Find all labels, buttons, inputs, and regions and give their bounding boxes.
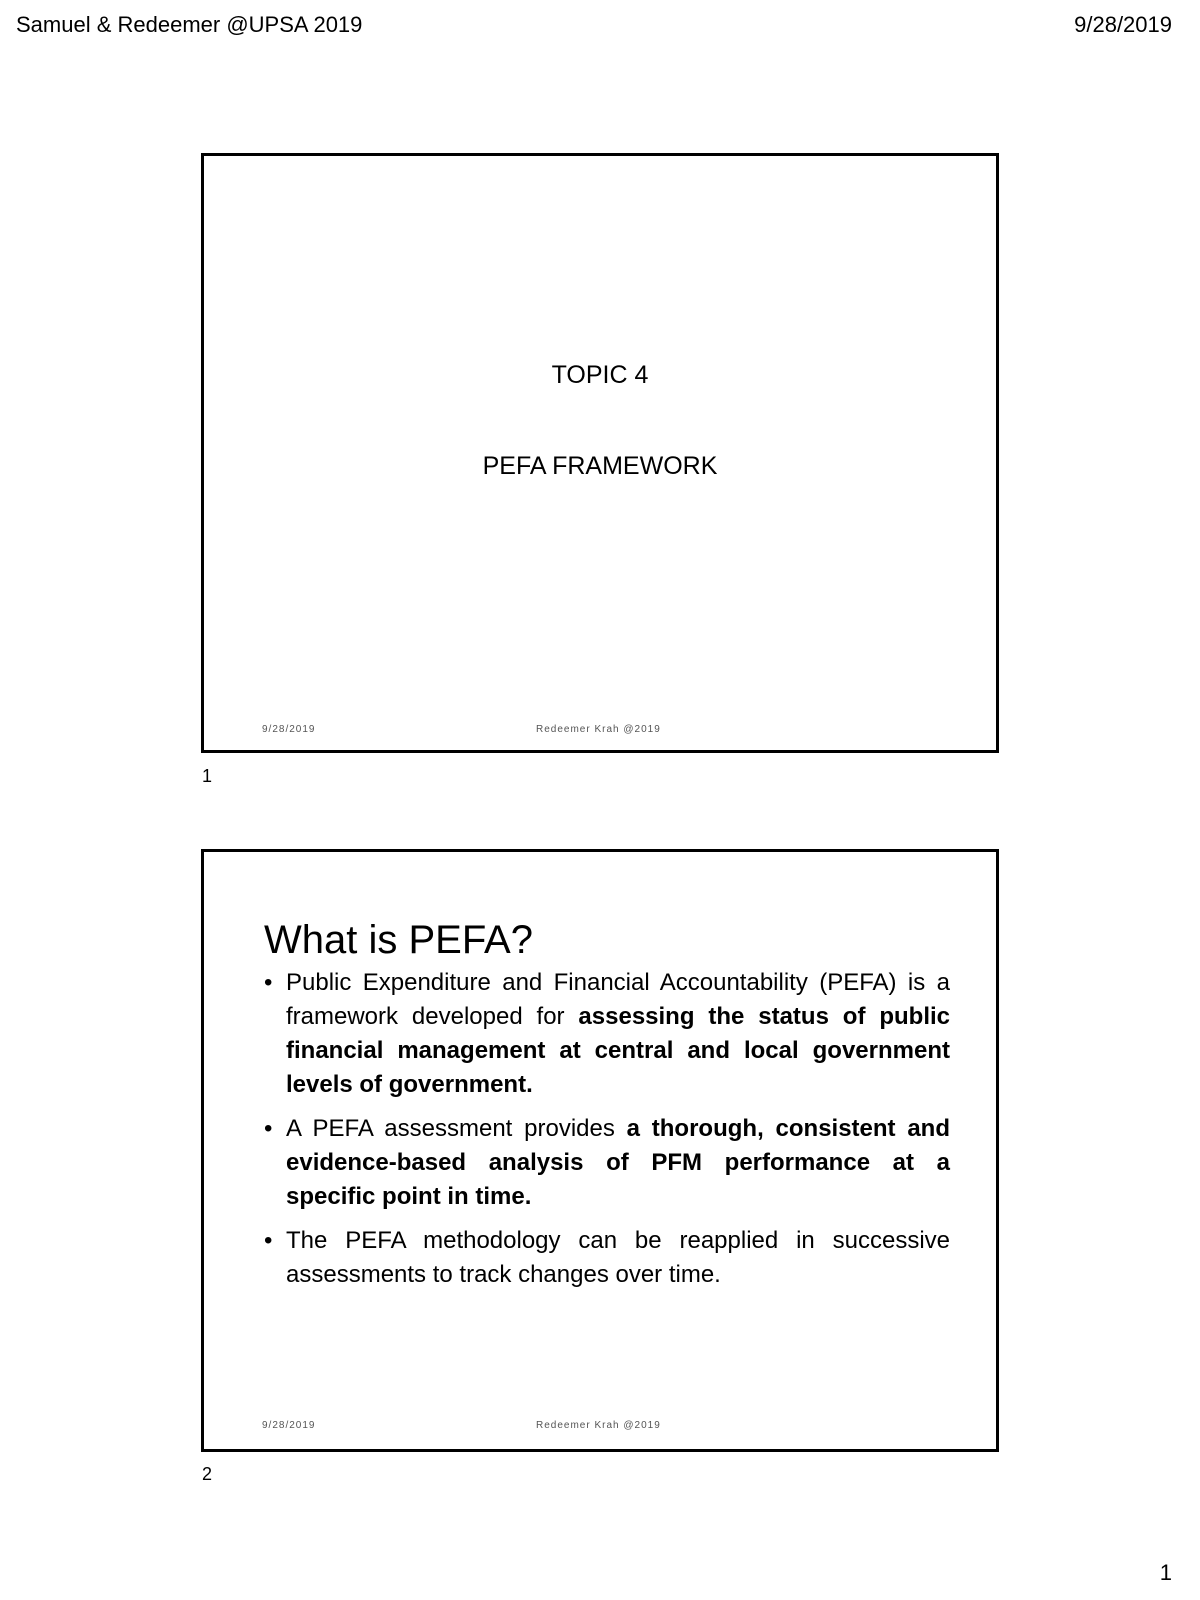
bullet-icon: • (264, 1115, 273, 1142)
slide-number: 2 (202, 1464, 213, 1484)
bullet-text-bold: assessing the status of public financial management at central and local government levels of government. (286, 1003, 951, 1098)
slide-footer-credit: Redeemer Krah @2019 (536, 724, 661, 735)
slide-footer-date: 9/28/2019 (262, 1420, 316, 1431)
slide-heading: What is PEFA? (264, 918, 533, 962)
bullet-item (264, 966, 950, 1102)
bullet-item (264, 1112, 950, 1214)
page-header-title: Samuel & Redeemer @UPSA 2019 (16, 12, 363, 37)
bullet-text: The PEFA methodology can be reapplied in successive assessments to track changes over time. (286, 1227, 950, 1288)
bullet-text: A PEFA assessment provides (286, 1115, 627, 1142)
bullet-text-bold: a thorough, consistent and evidence-based analysis of PFM performance at a specific point in time. (286, 1115, 950, 1210)
slide-footer-date: 9/28/2019 (262, 724, 316, 735)
bullet-list (264, 966, 950, 1302)
slide-2 (201, 849, 999, 1452)
bullet-text: Public Expenditure and Financial Accountability (PEFA) is a framework developed for (286, 969, 950, 1030)
slide-1 (201, 153, 999, 753)
page-header-date: 9/28/2019 (1074, 12, 1172, 37)
bullet-item (264, 1224, 950, 1292)
slide-footer-credit: Redeemer Krah @2019 (536, 1420, 661, 1431)
page-number: 1 (1159, 1560, 1172, 1585)
slide-number: 1 (202, 766, 213, 786)
bullet-icon: • (264, 1227, 273, 1254)
bullet-icon: • (264, 969, 273, 996)
slide-title: PEFA FRAMEWORK (482, 452, 718, 480)
slide-topic: TOPIC 4 (551, 361, 649, 389)
